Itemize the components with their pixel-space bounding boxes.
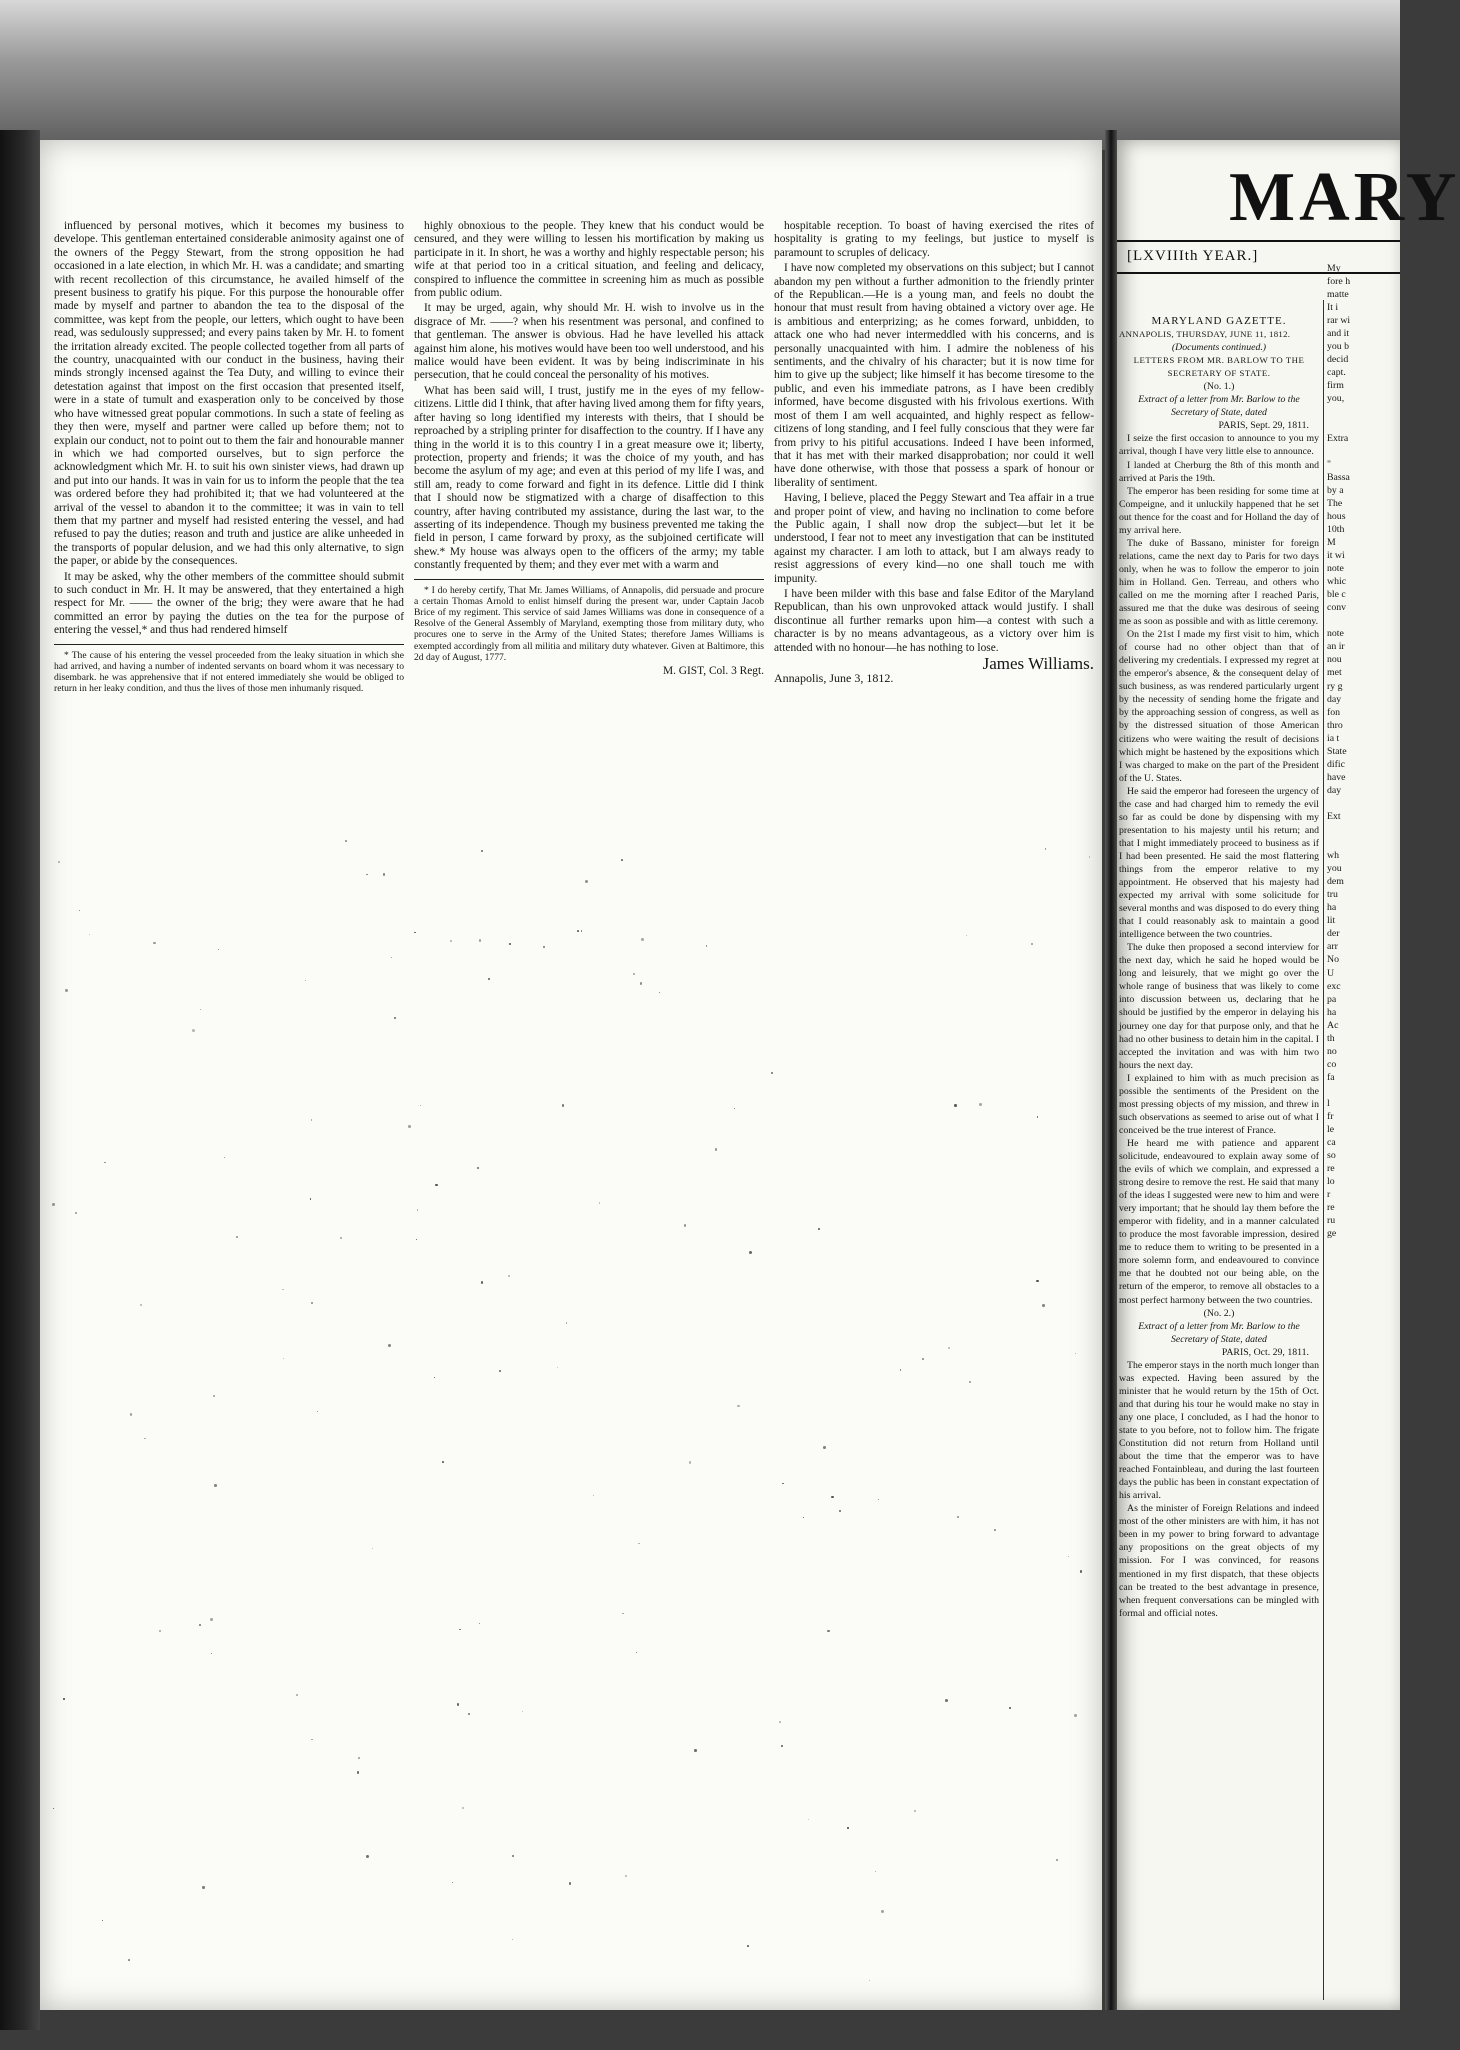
fragment-line: le xyxy=(1327,1124,1335,1136)
scan-speck xyxy=(512,1939,513,1940)
fragment-line xyxy=(1327,823,1402,836)
article-body xyxy=(1119,341,1319,1620)
fragment-line: No xyxy=(1327,954,1339,966)
scan-speck xyxy=(641,938,644,941)
scan-speck xyxy=(954,1104,956,1106)
article-paragraph: PARIS, Sept. 29, 1811. xyxy=(1218,420,1309,432)
scan-speck xyxy=(512,1855,514,1857)
fragment-line xyxy=(1327,1371,1402,1384)
fragment-line xyxy=(1327,1241,1402,1254)
right-page xyxy=(1117,140,1460,2010)
scan-speck xyxy=(213,1395,215,1397)
scan-speck xyxy=(994,1529,996,1531)
fragment-line: conv xyxy=(1327,602,1347,614)
scan-speck xyxy=(211,1653,212,1654)
scan-speck xyxy=(391,957,392,958)
fragment-line: no xyxy=(1327,1045,1337,1057)
scan-speck xyxy=(236,1236,239,1239)
scan-speck xyxy=(781,1745,783,1747)
year-label: [LXVIIIth YEAR.] xyxy=(1127,248,1259,264)
scan-speck xyxy=(144,1438,146,1440)
scan-speck xyxy=(459,1629,460,1630)
scan-speck xyxy=(922,1358,924,1360)
scanner-shadow xyxy=(0,0,1400,150)
fragment-line: you xyxy=(1327,863,1342,875)
fragment-line: matte xyxy=(1327,289,1349,301)
fragment-line: fon xyxy=(1327,706,1341,718)
cut-off-column xyxy=(1327,262,1402,1410)
fragment-line: My xyxy=(1327,263,1341,274)
article-paragraph: He said the emperor had foreseen the urgency of the case and had charged him to remedy the evil so far as could be done by dispensing with my presentation to his majesty until his return; and that I might immediately proceed to business as if I had been presented. He said the most flattering things from the emperor relative to my appointment. He observed that his majesty had expected my arrival with some solicitude for several months and was disposed to do every thing that I could reasonably ask to maintain a good intelligence between the two countries. xyxy=(1119,785,1319,941)
scan-speck xyxy=(296,1694,298,1696)
scan-speck xyxy=(311,1119,313,1121)
fragment-line: so xyxy=(1327,1150,1336,1162)
scan-speck xyxy=(366,1855,369,1858)
fragment-line: lit xyxy=(1327,915,1336,927)
fragment-line xyxy=(1327,1319,1402,1332)
scan-speck xyxy=(340,1237,342,1239)
scan-speck xyxy=(831,1496,834,1499)
scan-speck xyxy=(130,1413,132,1415)
fragment-line: r xyxy=(1327,1189,1331,1201)
fragment-line: you, xyxy=(1327,393,1345,405)
fragment-line: ry g xyxy=(1327,680,1343,692)
scan-speck xyxy=(737,1405,739,1407)
scan-speck xyxy=(779,1721,781,1723)
fragment-line: an ir xyxy=(1327,641,1345,653)
article-paragraph: (No. 1.) xyxy=(1203,381,1235,393)
scan-speck xyxy=(694,1749,697,1752)
scan-speck xyxy=(636,1652,637,1653)
scan-speck xyxy=(488,978,490,980)
article-paragraph: The duke of Bassano, minister for foreign relations, came the next day to Paris for two days only, when he was to follow the emperor to join him in Holland. Gen. Terreau, and others who called on me the morning after I reached Paris, assured me that the duke was desirous of seeing me as soon as possible and with as little ceremony. xyxy=(1119,537,1319,628)
scan-speck xyxy=(358,1757,360,1759)
scan-speck xyxy=(202,1886,204,1888)
fragment-line: Bassa xyxy=(1327,471,1350,483)
scan-speck xyxy=(640,982,642,984)
fragment-line: have xyxy=(1327,771,1346,783)
scan-speck xyxy=(633,973,635,975)
scan-speck xyxy=(593,1495,594,1496)
paragraph: influenced by personal motives, which it becomes my business to develope. This gentleman entertained considerable animosity against one of the owners of the Peggy Stewart, from the strong opposition he had occasioned in a late election, in which Mr. H. was a candidate; and smarting with recent recollection of this circumstance, he availed himself of the present business to gratify his pique. For this purpose the honourable offer made by myself and partner to abandon the tea to the disposal of the committee, was kept from the people, our letters, which ought to have been read, was sedulously suppressed; and every pains taken by Mr. H. to foment the irritation already excited. The people collected together from all parts of the country, unacquainted with our conduct in the business, having their minds strongly incensed against the Tea Duty, and willing to evince their detestation against that impost on the first occasion that presented itself, were in a state of tumult and exasperation only to be conceived by those who have witnessed great popular commotions. In such a state of feeling as they then were, myself and partner were called up before them; not to explain our conduct, not to point out to them the fair and honourable manner in which we had comported ourselves, but to sign perforce the acknowledgment which Mr. H. to suit his own sinister views, had drawn up and put into our hands. It was in vain for us to inform the people that the tea was ordered before they had prohibited it; that we had volunteered at the arrival of the vessel to abandon it to the committee; it was in vain to tell them that my partner and myself had resisted entering the vessel, and had refused to pay the duties; reason and truth and justice are alike unheeded in the transports of popular delusion, and we had this only alternative, to sign the paper, or abide by the consequences. xyxy=(54,220,404,568)
article-paragraph: (No. 2.) xyxy=(1203,1307,1235,1319)
fragment-line xyxy=(1327,836,1402,849)
fragment-line xyxy=(1327,1280,1402,1293)
fragment-line: pa xyxy=(1327,993,1337,1005)
scan-speck xyxy=(948,1347,950,1349)
scan-speck xyxy=(638,1543,639,1544)
scan-speck xyxy=(734,1108,735,1109)
certificate: * I do hereby certify, That Mr. James Williams, of Annapolis, did persuade and procure a certain Thomas Arnold to enlist himself during the present war, under Captain Jacob Brice of my regiment. This service of said James Williams was done in consequence of a Resolve of the General Assembly of Maryland, exempting those from military duty, who procures one to serve in the Army of the United States; therefore James Williams is exempted accordingly from all militia and military duty whatever. Given at Baltimore, this 2d day of August, 1777. xyxy=(414,579,764,663)
fragment-line: It i xyxy=(1327,302,1339,314)
scan-speck xyxy=(102,1920,103,1921)
article-paragraph: On the 21st I made my first visit to him, which of course had no other object than that of delivering my credentials. I expressed my regret at the emperor's absence, & the consequent delay of such business, as was rendered particularly urgent by the necessity of sending home the frigate and by the approaching session of congress, as well as by the distressed situation of those American citizens who were waiting the result of decisions which might be hastened by the expositions which I was charged to make on the part of the President of the U. States. xyxy=(1119,629,1319,784)
fragment-line xyxy=(1327,1384,1402,1397)
fragment-line: The xyxy=(1327,497,1343,509)
fragment-line: thro xyxy=(1327,719,1343,731)
article-paragraph: PARIS, Oct. 29, 1811. xyxy=(1221,1346,1309,1358)
scan-speck xyxy=(311,1302,313,1304)
fragment-line xyxy=(1327,614,1402,627)
scan-speck xyxy=(562,1104,564,1106)
scan-speck xyxy=(128,1959,130,1961)
fragment-line: you b xyxy=(1327,341,1350,353)
scan-speck xyxy=(366,874,367,875)
scan-speck xyxy=(104,1162,106,1164)
dateline: Annapolis, June 3, 1812. xyxy=(774,671,894,686)
fragment-line: tru xyxy=(1327,889,1338,901)
fragment-line: ble c xyxy=(1327,589,1346,601)
scan-speck xyxy=(283,1358,284,1359)
scan-speck xyxy=(1089,856,1091,858)
fragment-line xyxy=(1327,1267,1402,1280)
scan-speck xyxy=(945,1699,948,1702)
scan-speck xyxy=(457,1703,459,1705)
scan-speck xyxy=(305,980,306,981)
fragment-line xyxy=(1327,1358,1402,1371)
paragraph: hospitable reception. To boast of having exercised the rites of hospitality is grating to my feelings, but justice to myself is paramount to scruples of delicacy. xyxy=(774,220,1094,259)
scan-speck xyxy=(1042,1304,1045,1307)
article-paragraph: Extract of a letter from Mr. Barlow to the Secretary of State, dated xyxy=(1138,1320,1300,1345)
scan-speck xyxy=(479,1623,480,1624)
fragment-line: co xyxy=(1327,1058,1337,1070)
scan-speck xyxy=(416,1239,417,1240)
scan-speck xyxy=(450,940,452,942)
fragment-line: ha xyxy=(1327,902,1337,914)
scan-speck xyxy=(581,930,583,932)
fragment-line: re xyxy=(1327,1202,1335,1214)
scan-speck xyxy=(462,1807,464,1809)
fragment-line: fr xyxy=(1327,1111,1334,1123)
scan-speck xyxy=(1045,848,1047,850)
fragment-line: wh xyxy=(1327,850,1339,862)
scan-speck xyxy=(481,850,483,852)
book-binding xyxy=(0,130,40,2030)
scan-speck xyxy=(881,1910,884,1913)
scan-speck xyxy=(509,943,511,945)
left-page xyxy=(40,140,1102,2010)
fragment-line: M xyxy=(1327,536,1336,548)
fragment-line: capt. xyxy=(1327,367,1346,379)
fragment-line: day xyxy=(1327,693,1342,705)
scan-speck xyxy=(1056,1859,1058,1861)
column-3 xyxy=(774,220,1094,688)
fragment-line: dific xyxy=(1327,758,1345,770)
scan-speck xyxy=(53,1808,54,1809)
scan-speck xyxy=(818,1228,820,1230)
scan-speck xyxy=(442,1461,444,1463)
scan-speck xyxy=(63,1698,64,1699)
signature: James Williams. xyxy=(982,654,1094,673)
scan-speck xyxy=(58,861,60,863)
scan-speck xyxy=(706,945,708,947)
fragment-line: note xyxy=(1327,628,1344,640)
scan-speck xyxy=(345,840,347,842)
scan-speck xyxy=(749,1251,752,1254)
scan-speck xyxy=(621,859,623,861)
scan-speck xyxy=(957,1516,959,1518)
scan-speck xyxy=(383,873,385,875)
fragment-line: exc xyxy=(1327,980,1341,992)
fragment-line: arr xyxy=(1327,941,1338,953)
fragment-line: day xyxy=(1327,784,1342,796)
scan-speck xyxy=(966,935,967,936)
fragment-line: nou xyxy=(1327,654,1342,666)
masthead: MARY xyxy=(1229,159,1460,236)
fragment-line: ha xyxy=(1327,1006,1337,1018)
issue-dateline: ANNAPOLIS, THURSDAY, JUNE 11, 1812. xyxy=(1119,329,1291,340)
fragment-line xyxy=(1327,445,1402,458)
fragment-line: th xyxy=(1327,1032,1335,1044)
article-paragraph: Extract of a letter from Mr. Barlow to the Secretary of State, dated xyxy=(1138,394,1300,419)
scan-speck xyxy=(827,1630,830,1633)
fragment-line: ca xyxy=(1327,1137,1336,1149)
scan-speck xyxy=(569,1882,571,1884)
scan-speck xyxy=(659,992,661,994)
scan-speck xyxy=(200,1009,201,1010)
scan-speck xyxy=(625,1875,627,1877)
article-paragraph: I seize the first occasion to announce to you my arrival, though I have very little else to announce. xyxy=(1119,433,1319,458)
scan-speck xyxy=(414,932,416,934)
scan-speck xyxy=(192,1029,195,1032)
scan-speck xyxy=(771,1072,774,1075)
scan-speck xyxy=(199,1624,201,1626)
fragment-line: der xyxy=(1327,928,1340,940)
scan-speck xyxy=(577,930,579,932)
scan-speck xyxy=(1080,1570,1082,1572)
scan-speck xyxy=(153,942,155,944)
scan-speck xyxy=(468,1713,470,1715)
article-paragraph: (Documents continued.) xyxy=(1171,342,1267,354)
scan-speck xyxy=(969,1381,970,1382)
fragment-line: l xyxy=(1327,1098,1330,1109)
article-paragraph: I landed at Cherburg the 8th of this month and arrived at Paris the 19th. xyxy=(1119,459,1319,484)
scan-speck xyxy=(159,1630,161,1632)
fragment-line: note xyxy=(1327,563,1344,575)
scan-speck xyxy=(477,1167,479,1169)
column-1 xyxy=(54,220,404,696)
fragment-line: Ext xyxy=(1327,810,1341,822)
scan-speck xyxy=(900,1369,902,1371)
scan-speck xyxy=(684,1224,687,1227)
scan-speck xyxy=(1031,943,1033,945)
scan-speck xyxy=(522,1711,523,1712)
article-paragraph: I explained to him with as much precision as possible the sentiments of the President on the most pressing objects of my mission, and threw in such observations as seemed to arise out of what I conceived be the true interest of France. xyxy=(1119,1072,1319,1136)
scan-speck xyxy=(1074,1714,1077,1717)
scan-speck xyxy=(782,1483,784,1485)
scan-speck xyxy=(214,1484,216,1486)
scan-speck xyxy=(388,1344,391,1347)
fragment-line: decid xyxy=(1327,354,1349,366)
column-2 xyxy=(414,220,764,680)
fragment-line: ru xyxy=(1327,1215,1336,1227)
masthead-rule xyxy=(1117,240,1400,242)
scan-speck xyxy=(1075,1353,1076,1354)
scan-speck xyxy=(689,1461,692,1464)
fragment-line xyxy=(1327,406,1402,419)
paragraph: highly obnoxious to the people. They knew that his conduct would be censured, and they were willing to lessen his mortification by making us participate in it. In short, he was a worthy and highly respectable person; his wife at that period too in a critical situation, and feeling and delicacy, conspired to influence the committee in screening him as much as possible from public odium. xyxy=(414,220,764,300)
scan-speck xyxy=(394,1017,396,1019)
fragment-line: fa xyxy=(1327,1071,1335,1083)
paragraph: It may be urged, again, why should Mr. H. wish to involve us in the disgrace of Mr. ——? when his resentment was personal, and confined to that gentleman. The answer is obvious. Had he have levelled his attack against him alone, his motives would have been too well understood, and his malice would have been evident. It was by being indiscriminate in his persecution, that he could conceal the personality of his motives. xyxy=(414,302,764,382)
scan-speck xyxy=(311,1739,313,1741)
fragment-line xyxy=(1327,1332,1402,1345)
paragraph: Having, I believe, placed the Peggy Stewart and Tea affair in a true and proper point of view, and having no inclination to come before the Public again, I shall now drop the subject—but let it be understood, I fear not to meet any investigation that can be instituted against my character. I am loth to attack, but I am always ready to resist aggressions of every kind—no one shall touch me with impunity. xyxy=(774,492,1094,585)
article-paragraph: He heard me with patience and apparent solicitude, endeavoured to explain away some of the evils of which we complain, and expressed a strong desire to remove the rest. He said that many of the ideas I suggested were new to him and were very important; that he should lay them before the emperor with fidelity, and in a manner calculated to produce the most favorable impression, desired me to reduce them to writing to be presented in a more solemn form, and endeavoured to convince me that he doubted not our being able, on the return of the emperor, to remove all obstacles to a most perfect harmony between the two countries. xyxy=(1119,1137,1319,1306)
scan-speck xyxy=(89,934,90,935)
scan-speck xyxy=(224,1157,225,1158)
scan-speck xyxy=(869,1980,870,1981)
fragment-line: State xyxy=(1327,745,1347,757)
paragraph: It may be asked, why the other members of the committee should submit to such conduct in Mr. H. It may be answered, that they entertained a high respect for Mr. —— the owner of the brig; they were aware that he had committed an error by paying the duties on the tea for the purpose of entering the vessel,* and thus had rendered himself xyxy=(54,570,404,637)
scan-speck xyxy=(979,1103,982,1106)
scan-speck xyxy=(599,1202,600,1203)
fragment-line xyxy=(1327,1306,1402,1319)
fragment-line: met xyxy=(1327,667,1342,679)
scan-speck xyxy=(140,1304,142,1306)
scan-speck xyxy=(543,946,545,948)
scan-speck xyxy=(434,1377,435,1378)
fragment-line xyxy=(1327,1397,1402,1410)
scan-speck xyxy=(1037,1116,1038,1117)
fragment-line: re xyxy=(1327,1163,1335,1175)
scan-speck xyxy=(823,1446,826,1449)
fragment-line xyxy=(1327,1254,1402,1267)
paragraph: What has been said will, I trust, justify me in the eyes of my fellow-citizens. Little did I think, that after having lived among them for fifty years, after having so long identified my interests with theirs, that I should be reproached by a stripling printer for disaffection to the country. If I have any thing in the world it is to this country I in a great measure owe it; liberty, protection, property and friends; it was the choice of my youth, and has become the asylum of my age; and even at this period of my life I was, and still am, ready to come forward and fight in its defence. Little did I think that I should now be stigmatized with a charge of disaffection to this country, after having contributed my assistance, during the last war, to the asserting of its independence. Though my business prevented me taking the field in person, I came forward by proxy, as the subjoined certificate will shew.* My house was always open to the officers of the army; my table constantly frequented by them; and they ever met with a warm and xyxy=(414,384,764,572)
scan-speck xyxy=(747,1945,749,1947)
scan-speck xyxy=(1068,1556,1069,1557)
scan-speck xyxy=(420,1105,421,1106)
scan-speck xyxy=(1009,1707,1011,1709)
scan-speck xyxy=(585,880,588,883)
scan-speck xyxy=(282,1289,284,1291)
article-paragraph: The emperor has been residing for some time at Compeigne, and it unluckily happened that he set out thence for the coast and for Holland the day of my arrival here. xyxy=(1119,485,1319,536)
scan-speck xyxy=(839,1510,841,1512)
scan-speck xyxy=(715,1148,717,1150)
fragment-line xyxy=(1327,797,1402,810)
fragment-line xyxy=(1327,419,1402,432)
scan-speck xyxy=(408,1125,411,1128)
scan-speck xyxy=(452,1882,454,1884)
fragment-line xyxy=(1327,1084,1402,1097)
fragment-line: lo xyxy=(1327,1176,1335,1188)
fragment-line: hous xyxy=(1327,510,1346,522)
fragment-line: 10th xyxy=(1327,523,1345,535)
scan-speck xyxy=(508,1275,510,1277)
fragment-line: firm xyxy=(1327,380,1344,392)
page-gutter xyxy=(1105,130,1117,2010)
scan-speck xyxy=(1036,1280,1039,1283)
scan-speck xyxy=(75,1212,77,1214)
article-paragraph: The duke then proposed a second interview for the next day, which he said he hoped would be long and leisurely, that we might go over the whole range of business that was likely to come into discussion between us, declaring that he should be justified by the emperor in delaying his journey one day for that purpose only, and that he had no other business to detain him in the capital. I accepted the invitation and was with him two hours the next day. xyxy=(1119,942,1319,1071)
article-paragraph: As the minister of Foreign Relations and indeed most of the other ministers are with him, it has not been in my power to bring forward to advantage any propositions on the great objects of my mission. For I was convinced, for reasons mentioned in my first dispatch, that these objects can be treated to the best advantage in presence, when frequent conversations can be mingled with formal and official notes. xyxy=(1119,1503,1319,1619)
scan-speck xyxy=(808,1819,809,1820)
fragment-line xyxy=(1327,1293,1402,1306)
scan-speck xyxy=(499,1370,501,1372)
column-rule xyxy=(1323,300,1324,2000)
gazette-column xyxy=(1119,315,1319,1620)
scan-speck xyxy=(317,1411,318,1412)
fragment-line: it wi xyxy=(1327,550,1345,562)
scan-speck xyxy=(79,910,81,912)
scan-speck xyxy=(210,1618,212,1620)
scan-speck xyxy=(435,1184,437,1186)
fragment-line: U xyxy=(1327,967,1335,979)
article-paragraph: The emperor stays in the north much longer than was expected. Having been assured by the minister that he would return by the 15th of Oct. and that during his tour he would make no stay in any one place, I concluded, as I had the honor to state to you before, not to follow him. The frigate Constitution did not return from Holland until about the time that the emperor was to have reached Fontainbleau, and during the last fourteen days the public has been in constant expectation of his arrival. xyxy=(1119,1359,1319,1502)
scan-speck xyxy=(622,1613,624,1615)
scan-speck xyxy=(875,1871,876,1872)
article-paragraph: LETTERS FROM MR. BARLOW TO THE SECRETARY OF STATE. xyxy=(1133,355,1305,379)
fragment-line: Ac xyxy=(1327,1019,1339,1031)
scan-speck xyxy=(914,1810,916,1812)
paragraph: I have now completed my observations on this subject; but I cannot abandon my pen without a further admonition to the friendly printer of the Republican.—He is a young man, and feels no doubt the honour that must result from having obtained a victory over age. He is ambitious and enterprizing; as he comes forward, unbidden, to attack one who had never intermeddled with his concerns, and is personally unacquainted with him. I admire the nobleness of his sentiments, and the chivalry of his character; but it is now time for him to give up the subject; like himself it has become tiresome to the public, and even his immediate patrons, as I have been credibly informed, have become disgusted with his frivolous exertions. With most of them I am well acquainted, and highly respect as fellow-citizens of long standing, and I feel fully conscious that they were far from privy to his pitiful accusations. Indeed I have been informed, that it has met with their marked disapprobation; nor could it well have done otherwise, with those that possess a spark of honour or liberality of sentiment. xyxy=(774,262,1094,489)
scan-speck xyxy=(847,1827,849,1829)
fragment-line: by a xyxy=(1327,484,1344,496)
scan-speck xyxy=(357,1771,359,1773)
fragment-line: " xyxy=(1327,458,1331,470)
paragraph: I have been milder with this base and false Editor of the Maryland Republican, than his own unprovoked attack would justify. I shall discontinue all further remarks upon him—a contest with such a character is by no means advantageous, as a victory over him is attended with no honour—he has nothing to lose. xyxy=(774,587,1094,654)
scan-speck xyxy=(878,1499,879,1500)
scan-speck xyxy=(372,1548,373,1549)
fragment-line xyxy=(1327,1345,1402,1358)
scan-speck xyxy=(481,1281,484,1284)
scan-speck xyxy=(479,939,482,942)
fragment-line: whic xyxy=(1327,576,1347,588)
fragment-line: ia t xyxy=(1327,732,1340,744)
scan-speck xyxy=(417,1209,419,1211)
scan-speck xyxy=(803,1517,804,1518)
paper-title: MARYLAND GAZETTE. xyxy=(1151,315,1287,327)
scan-speck xyxy=(218,949,219,950)
fragment-line: dem xyxy=(1327,876,1344,888)
certificate-signer: M. GIST, Col. 3 Regt. xyxy=(662,664,764,677)
scan-speck xyxy=(310,1198,312,1200)
fragment-line: fore h xyxy=(1327,276,1351,288)
scan-speck xyxy=(557,1367,558,1368)
fragment-line: ge xyxy=(1327,1228,1337,1240)
scan-speck xyxy=(52,1203,55,1206)
footnote: * The cause of his entering the vessel proceeded from the leaky situation in which she had arrived, and having a number of indented servants on board whom it was necessary to disembark. he was apprehensive that if not entered immediately she would be obliged to return in her leaky condition, and thus the lives of those men inhumanly risqued. xyxy=(54,644,404,695)
fragment-line: rar wi xyxy=(1327,315,1351,327)
fragment-line: Extra xyxy=(1327,432,1349,444)
scan-speck xyxy=(65,989,67,991)
scan-speck xyxy=(566,1322,567,1323)
fragment-line: and it xyxy=(1327,328,1350,340)
